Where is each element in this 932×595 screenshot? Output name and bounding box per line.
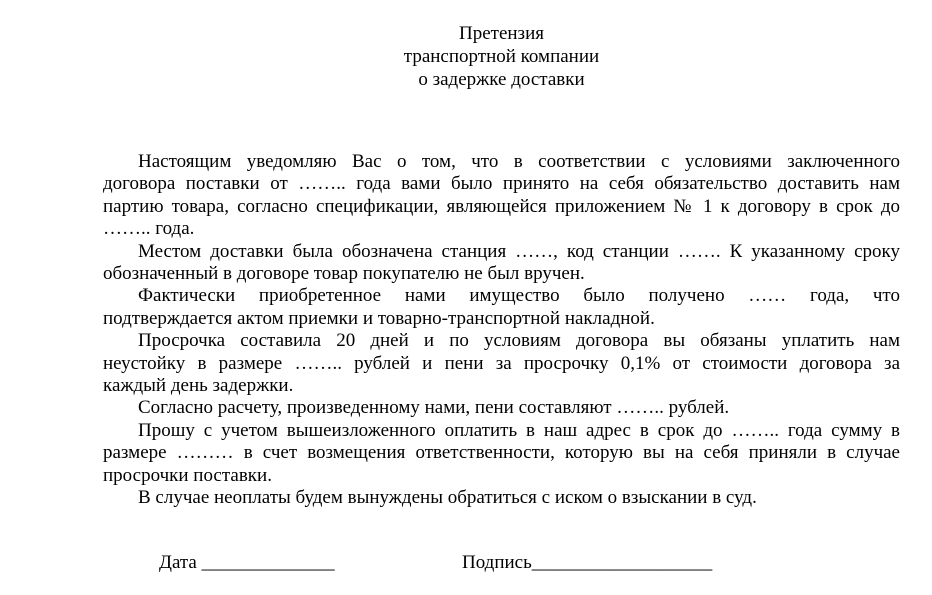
document-title bbox=[103, 22, 900, 91]
paragraph-3-line-1: Фактически приобретенное нами имущество было получено …… года, что bbox=[138, 285, 900, 307]
date-label: Дата bbox=[159, 552, 202, 573]
paragraph-1-line-3: партию товара, согласно спецификации, являющейся приложением № 1 к договору в срок до bbox=[103, 195, 900, 217]
paragraph-4-line-2: неустойку в размере …….. рублей и пени за просрочку 0,1% от стоимости договора за bbox=[103, 352, 900, 374]
paragraph-1-line-2: договора поставки от …….. года вами было принято на себя обязательство доставить нам bbox=[103, 173, 900, 195]
date-blank-line: ______________ bbox=[201, 552, 335, 573]
signature-blank-line: ___________________ bbox=[531, 552, 713, 573]
title-line-2: транспортной компании bbox=[403, 46, 600, 67]
paragraph-6-line-2: размере ……… в счет возмещения ответственности, которую вы на себя приняли в случае bbox=[103, 442, 900, 464]
paragraph-4-line-1: Просрочка составила 20 дней и по условиям договора вы обязаны уплатить нам bbox=[138, 330, 900, 352]
paragraph-3-line-2: подтверждается актом приемки и товарно-транспортной накладной. bbox=[103, 307, 655, 329]
paragraph-7-line-1: В случае неоплаты будем вынуждены обратиться с иском о взыскании в суд. bbox=[138, 487, 757, 509]
paragraph-5-line-1: Согласно расчету, произведенному нами, пени составляют …….. рублей. bbox=[138, 397, 730, 419]
document-body bbox=[103, 151, 900, 510]
signature-label: Подпись bbox=[462, 552, 532, 573]
signature-field bbox=[462, 551, 712, 574]
paragraph-4-line-3: каждый день задержки. bbox=[103, 375, 294, 397]
paragraph-1-line-4: …….. года. bbox=[103, 218, 195, 240]
date-field bbox=[159, 551, 335, 574]
paragraph-2-line-1: Местом доставки была обозначена станция ……, код станции ……. К указанному сроку bbox=[138, 240, 900, 262]
paragraph-2-line-2: обозначенный в договоре товар покупателю не был вручен. bbox=[103, 263, 585, 285]
paragraph-1-line-1: Настоящим уведомляю Вас о том, что в соответствии с условиями заключенного bbox=[138, 151, 900, 172]
signature-row bbox=[103, 551, 900, 575]
title-line-1: Претензия bbox=[459, 23, 544, 44]
title-line-3: о задержке доставки bbox=[418, 69, 585, 90]
paragraph-6-line-3: просрочки поставки. bbox=[103, 464, 272, 486]
paragraph-6-line-1: Прошу с учетом вышеизложенного оплатить в наш адрес в срок до …….. года сумму в bbox=[138, 419, 900, 441]
